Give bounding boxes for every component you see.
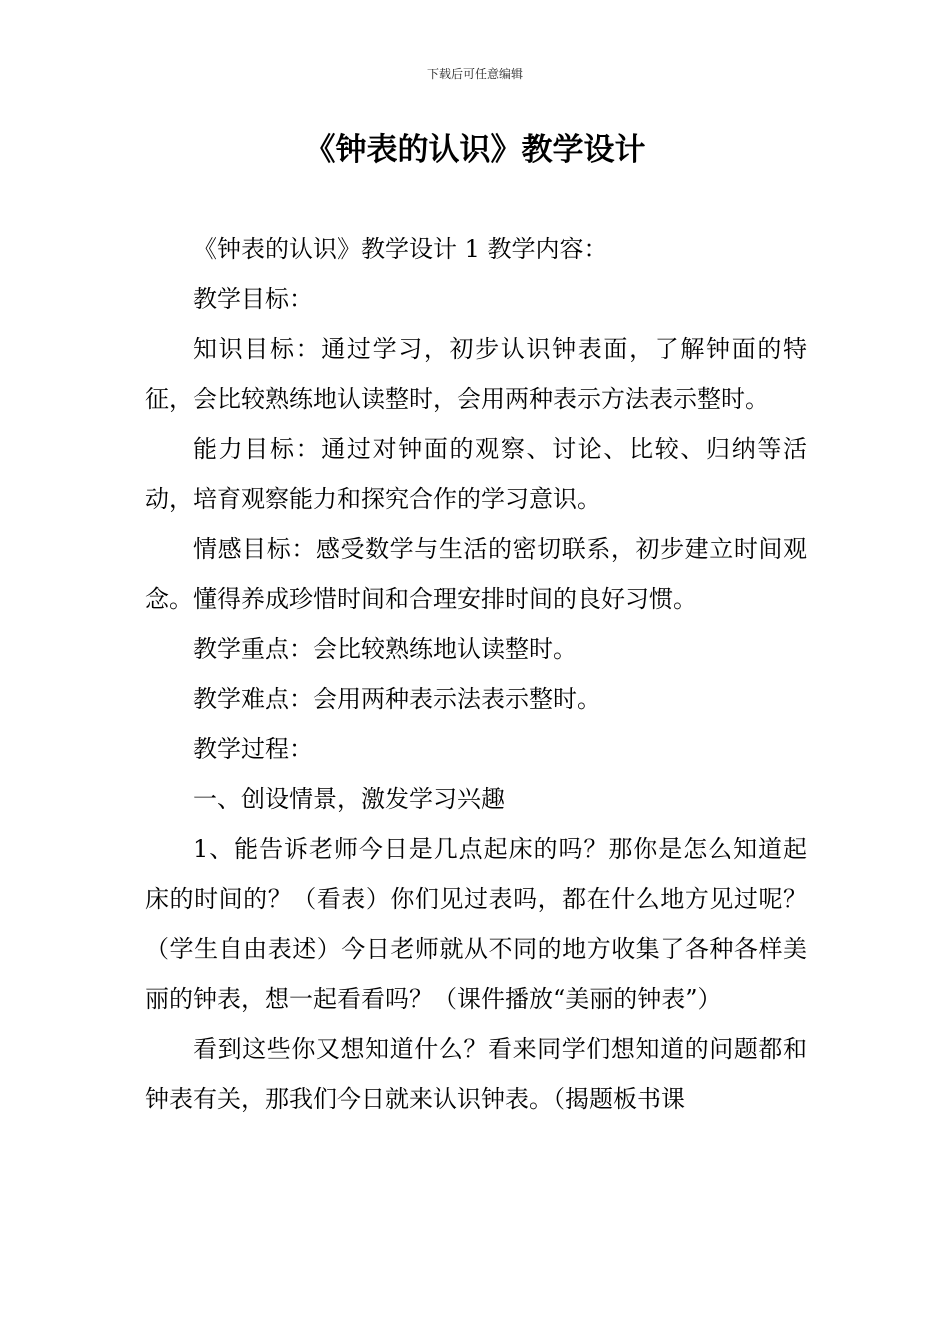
document-title: 《钟表的认识》教学设计 xyxy=(304,132,646,168)
paragraph-step-one: 1、能告诉老师今日是几点起床的吗？那你是怎么知道起床的时间的？（看表）你们见过表吗，都在什么地方见过呢？（学生自由表述）今日老师就从不同的地方收集了各种各样美丽的钟表，想一起看看吗？（课件播放“美丽的钟表”） xyxy=(145,835,807,1013)
paragraph-difficulty: 教学难点：会用两种表示法表示整时。 xyxy=(193,685,601,713)
paragraph-process-heading: 教学过程： xyxy=(193,735,313,763)
document-body xyxy=(145,224,807,1124)
paragraph-emotion-objective: 情感目标：感受数学与生活的密切联系，初步建立时间观念。懂得养成珍惜时间和合理安排时间的良好习惯。 xyxy=(145,535,807,613)
paragraph-knowledge-objective: 知识目标：通过学习，初步认识钟表面，了解钟面的特征，会比较熟练地认读整时，会用两种表示方法表示整时。 xyxy=(145,335,807,413)
paragraph-ability-objective: 能力目标：通过对钟面的观察、讨论、比较、归纳等活动，培育观察能力和探究合作的学习意识。 xyxy=(145,435,807,513)
paragraph-intro: 《钟表的认识》教学设计 1 教学内容： xyxy=(193,235,608,263)
paragraph-section-one: 一、创设情景，激发学习兴趣 xyxy=(193,785,505,813)
header-note: 下载后可任意编辑 xyxy=(426,67,523,81)
paragraph-continuation: 看到这些你又想知道什么？看来同学们想知道的问题都和钟表有关，那我们今日就来认识钟表。（揭题板书课 xyxy=(145,1035,807,1113)
paragraph-objectives-heading: 教学目标： xyxy=(193,285,313,313)
paragraph-key-point: 教学重点：会比较熟练地认读整时。 xyxy=(193,635,577,663)
